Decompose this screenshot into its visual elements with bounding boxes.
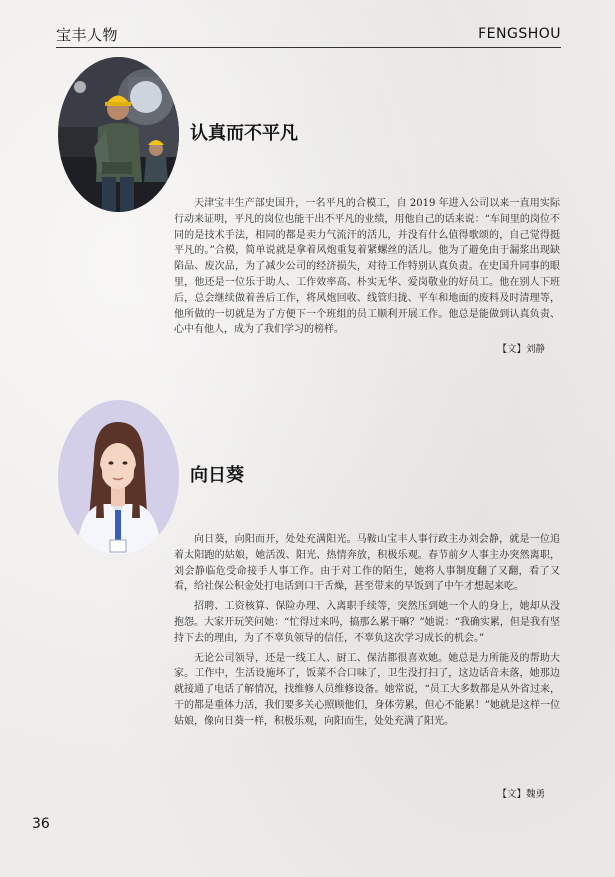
article-title: 向日葵 <box>190 465 244 486</box>
article-body <box>174 532 560 734</box>
article-paragraph: 无论公司领导，还是一线工人、厨工、保洁都很喜欢她。她总是力所能及的帮助大家。工作中，生活设施坏了，饭菜不合口味了，卫生没打扫了，这边话音未落，她那边就接通了电话了解情况，找维修人员维修设备。她常说，“员工大多数都是从外省过来，干的都是重体力活，我们要多关心照顾他们，身体劳累，但心不能累！”她就是这样一位姑娘，像向日葵一样，积极乐观，向阳而生，处处充满了阳光。 <box>174 652 560 727</box>
page-number: 36 <box>32 816 50 832</box>
magazine-name: FENGSHOU <box>478 26 561 42</box>
portrait-photo <box>58 400 179 555</box>
article-author: 【文】刘静 <box>497 344 545 355</box>
worker-photo <box>58 57 179 212</box>
section-title: 宝丰人物 <box>56 26 119 44</box>
article-paragraph: 向日葵，向阳而开，处处充满阳光。马鞍山宝丰人事行政主办刘会静，就是一位追着太阳跑的姑娘，她活泼、阳光、热情奔放，积极乐观。春节前夕人事主办突然离职，刘会静临危受命接手人事工作。由于对工作的陌生，她将人事制度翻了又翻，看了又看，给社保公积金处打电话到口干舌燥，甚至带来的早饭到了中午才想起来吃。 <box>174 534 560 593</box>
article-title: 认真而不平凡 <box>190 123 298 144</box>
header-divider <box>56 47 561 48</box>
article-body <box>174 196 560 342</box>
article-paragraph: 招聘、工资核算、保险办理、入离职手续等，突然压到她一个人的身上，她却从没抱怨。大家开玩笑问她：“忙得过来吗，搞那么累干嘛？”她说：“我确实累，但是我有坚持下去的理由，为了不辜负领导的信任，不辜负这次学习成长的机会。” <box>174 601 560 644</box>
article-author: 【文】魏勇 <box>497 789 545 800</box>
article-paragraph: 天津宝丰生产部史国升，一名平凡的合模工，自 2019 年进入公司以来一直用实际行动来证明，平凡的岗位也能干出不平凡的业绩，用他自己的话来说：“车间里的岗位不同的是技术手法，相同的都是卖力气流汗的活儿，并没有什么值得歌颂的，自己觉得挺平凡的。”合模，简单说就是拿着风炮重复着紧螺丝的活儿。他为了避免由于漏浆出现缺陷品、废次品，为了减少公司的经济损失，对待工作特别认真负责。在史国升同事的眼里，他还是一位乐于助人、工作效率高、朴实无华、爱岗敬业的好员工。他在别人下班后，总会继续做着善后工作，将风炮回收、线管归拢、平车和地面的废料及时清理等，他所做的一切就是为了方便下一个班组的员工顺利开展工作。他总是能做到认真负责、心中有他人，成为了我们学习的榜样。 <box>174 198 560 336</box>
